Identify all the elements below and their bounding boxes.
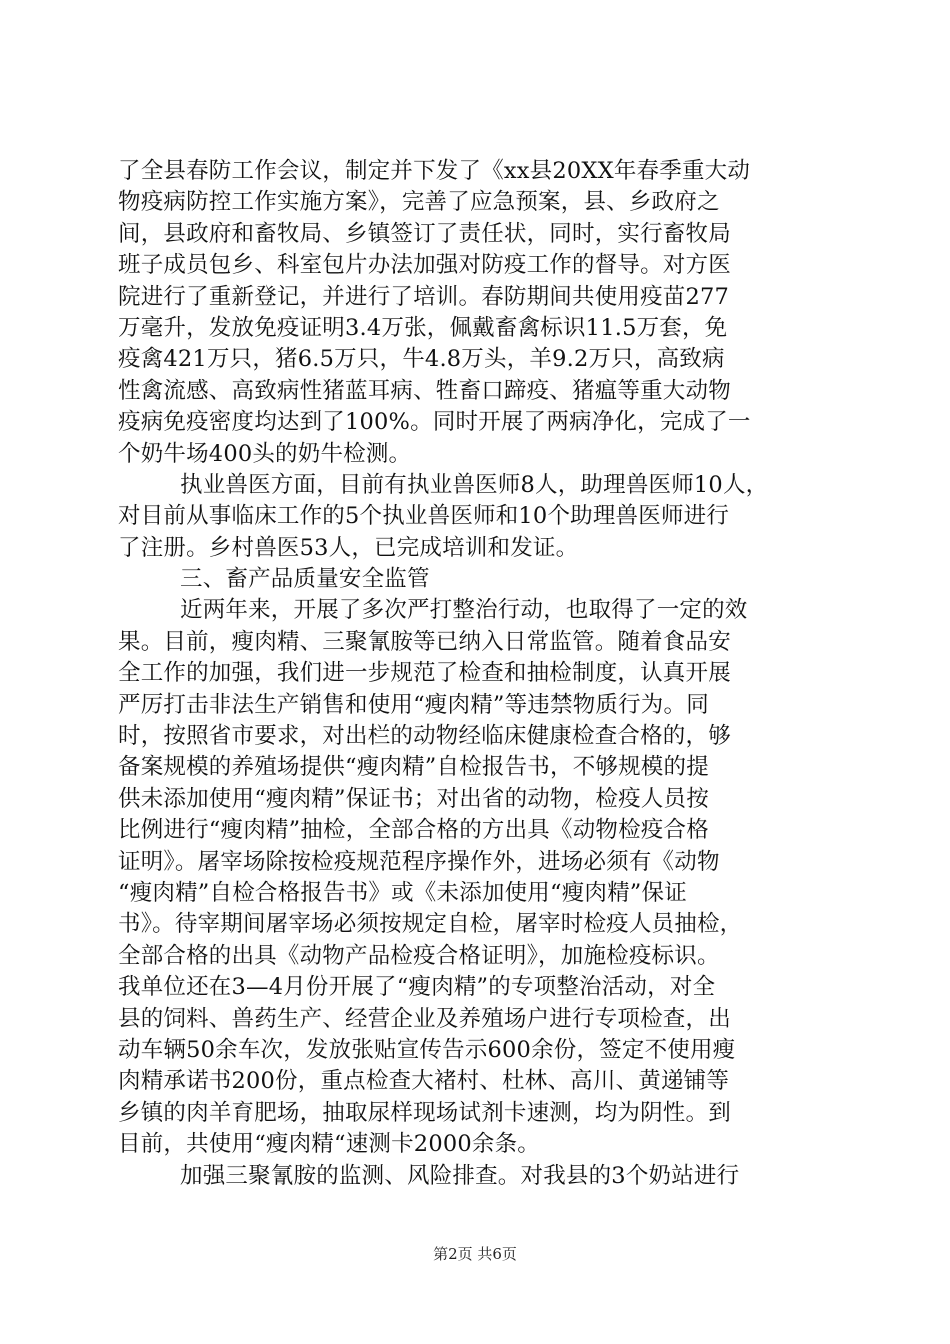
text-line: 动车辆50余车次，发放张贴宣传告示600余份，签定不使用瘦 (118, 1036, 736, 1063)
text-line: 时，按照省市要求，对出栏的动物经临床健康检查合格的，够 (118, 723, 731, 750)
text-line: 个奶牛场400头的奶牛检测。 (118, 440, 412, 467)
text-line: 加强三聚氰胺的监测、风险排查。对我县的3个奶站进行 (180, 1162, 740, 1189)
text-line: 县的饲料、兽药生产、经营企业及养殖场户进行专项检查，出 (118, 1005, 731, 1032)
text-line: “瘦肉精”自检合格报告书》或《未添加使用“瘦肉精”保证 (118, 879, 687, 906)
text-line: 对目前从事临床工作的5个执业兽医师和10个助理兽医师进行 (118, 503, 730, 530)
text-line: 比例进行“瘦肉精”抽检，全部合格的方出具《动物检疫合格 (118, 817, 709, 844)
text-line: 物疫病防控工作实施方案》，完善了应急预案，县、乡政府之 (118, 189, 720, 216)
text-line: 肉精承诺书200份，重点检查大褚村、杜林、高川、黄递铺等 (118, 1068, 730, 1095)
text-line: 三、畜产品质量安全监管 (180, 566, 430, 593)
text-line: 乡镇的肉羊育肥场，抽取尿样现场试剂卡速测，均为阴性。到 (118, 1099, 731, 1126)
text-line: 目前，共使用“瘦肉精“速测卡2000余条。 (118, 1131, 540, 1158)
text-line: 我单位还在3—4月份开展了“瘦肉精”的专项整治活动，对全 (118, 974, 716, 1001)
page-footer: 第2页 共6页 (433, 1245, 517, 1263)
text-line: 万毫升，发放免疫证明3.4万张，佩戴畜禽标识11.5万套，免 (118, 314, 728, 341)
text-line: 间，县政府和畜牧局、乡镇签订了责任状，同时，实行畜牧局 (118, 220, 731, 247)
text-line: 供未添加使用“瘦肉精”保证书；对出省的动物，检疫人员按 (118, 785, 709, 812)
text-line: 果。目前，瘦肉精、三聚氰胺等已纳入日常监管。随着食品安 (118, 628, 731, 655)
text-line: 全工作的加强，我们进一步规范了检查和抽检制度，认真开展 (118, 660, 731, 687)
text-line: 严厉打击非法生产销售和使用“瘦肉精”等违禁物质行为。同 (118, 691, 709, 718)
text-line: 性禽流感、高致病性猪蓝耳病、牲畜口蹄疫、猪瘟等重大动物 (118, 377, 731, 404)
text-line: 证明》。屠宰场除按检疫规范程序操作外，进场必须有《动物 (118, 848, 720, 875)
text-line: 近两年来，开展了多次严打整治行动，也取得了一定的效 (180, 597, 748, 624)
text-line: 疫禽421万只，猪6.5万只，牛4.8万头，羊9.2万只，高致病 (118, 346, 725, 373)
text-line: 书》。待宰期间屠宰场必须按规定自检，屠宰时检疫人员抽检， (118, 911, 743, 938)
text-line: 班子成员包乡、科室包片办法加强对防疫工作的督导。对方医 (118, 252, 731, 279)
text-line: 全部合格的出具《动物产品检疫合格证明》，加施检疫标识。 (118, 942, 720, 969)
document-body (118, 156, 838, 1192)
text-line: 备案规模的养殖场提供“瘦肉精”自检报告书，不够规模的提 (118, 754, 709, 781)
text-line: 了全县春防工作会议，制定并下发了《xx县20XX年春季重大动 (118, 158, 751, 184)
text-line: 疫病免疫密度均达到了100%。同时开展了两病净化，完成了一 (118, 409, 751, 436)
text-line: 院进行了重新登记，并进行了培训。春防期间共使用疫苗277 (118, 283, 730, 310)
text-line: 执业兽医方面，目前有执业兽医师8人，助理兽医师10人， (180, 471, 769, 498)
text-line: 了注册。乡村兽医53人，已完成培训和发证。 (118, 534, 579, 561)
